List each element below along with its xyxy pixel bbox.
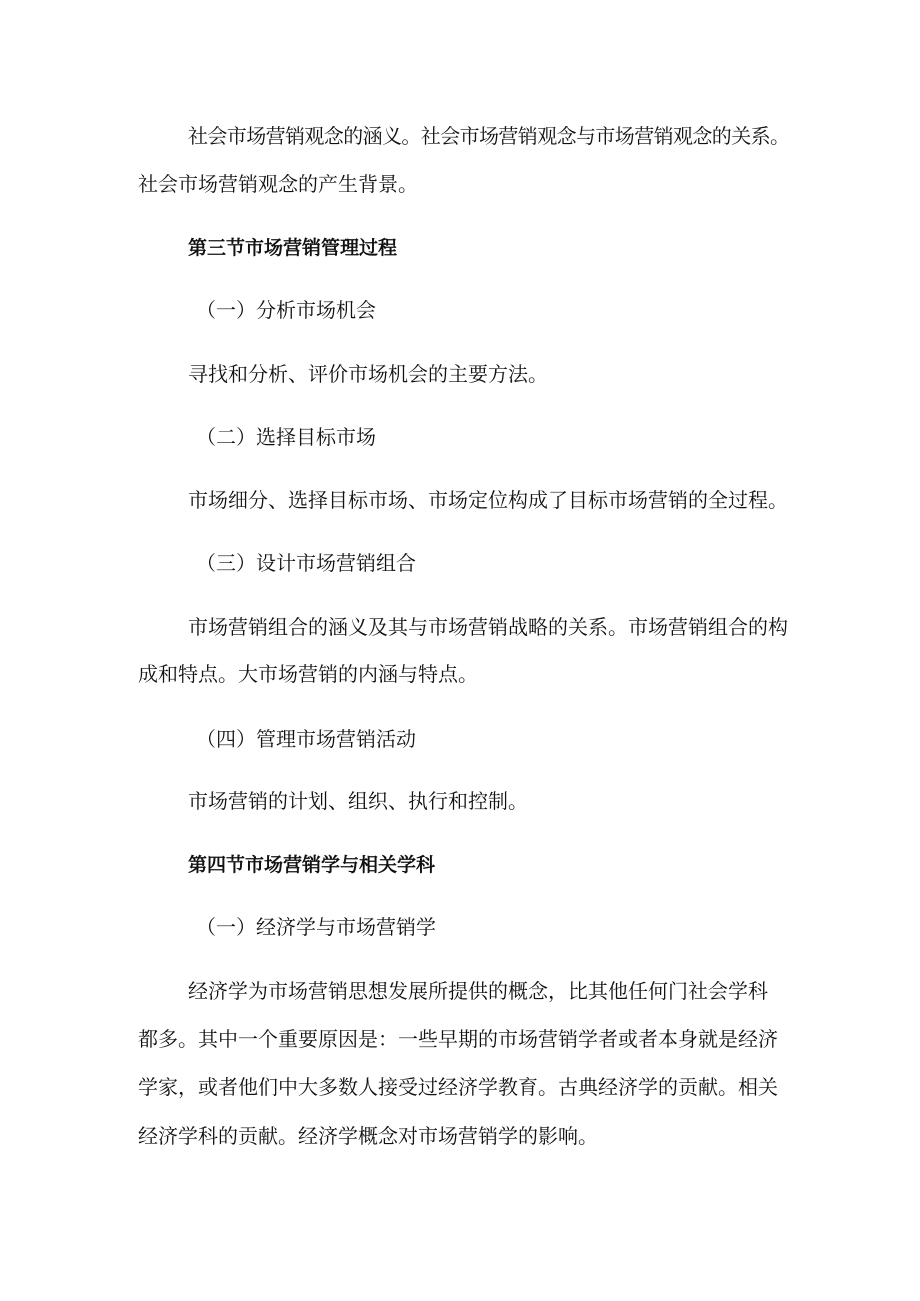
- paragraph-line: 社会市场营销观念的产生背景。: [138, 172, 418, 196]
- paragraph-line: 市场细分、选择目标市场、市场定位构成了目标市场营销的全过程。: [188, 488, 788, 512]
- paragraph-line: 经济学为市场营销思想发展所提供的概念，比其他任何门社会学科: [188, 979, 768, 1003]
- section-heading: 第三节市场营销管理过程: [188, 237, 398, 259]
- paragraph-line: 寻找和分析、评价市场机会的主要方法。: [188, 362, 548, 386]
- paragraph-line: 社会市场营销观念的涵义。社会市场营销观念与市场营销观念的关系。: [188, 124, 790, 148]
- paragraph-line: 市场营销组合的涵义及其与市场营销战略的关系。市场营销组合的构: [188, 615, 788, 639]
- section-heading: 第四节市场营销学与相关学科: [188, 854, 436, 876]
- paragraph-line: 都多。其中一个重要原因是：一些早期的市场营销学者或者本身就是经济: [138, 1027, 778, 1051]
- paragraph-line: 经济学科的贡献。经济学概念对市场营销学的影响。: [138, 1124, 598, 1148]
- subsection-heading: （一）经济学与市场营销学: [196, 915, 436, 939]
- subsection-heading: （一）分析市场机会: [196, 298, 376, 322]
- subsection-heading: （三）设计市场营销组合: [196, 551, 416, 575]
- paragraph-line: 市场营销的计划、组织、执行和控制。: [188, 789, 528, 813]
- subsection-heading: （二）选择目标市场: [196, 425, 376, 449]
- paragraph-line: 成和特点。大市场营销的内涵与特点。: [138, 662, 478, 686]
- paragraph-line: 学家，或者他们中大多数人接受过经济学教育。古典经济学的贡献。相关: [138, 1075, 778, 1099]
- subsection-heading: （四）管理市场营销活动: [196, 727, 416, 751]
